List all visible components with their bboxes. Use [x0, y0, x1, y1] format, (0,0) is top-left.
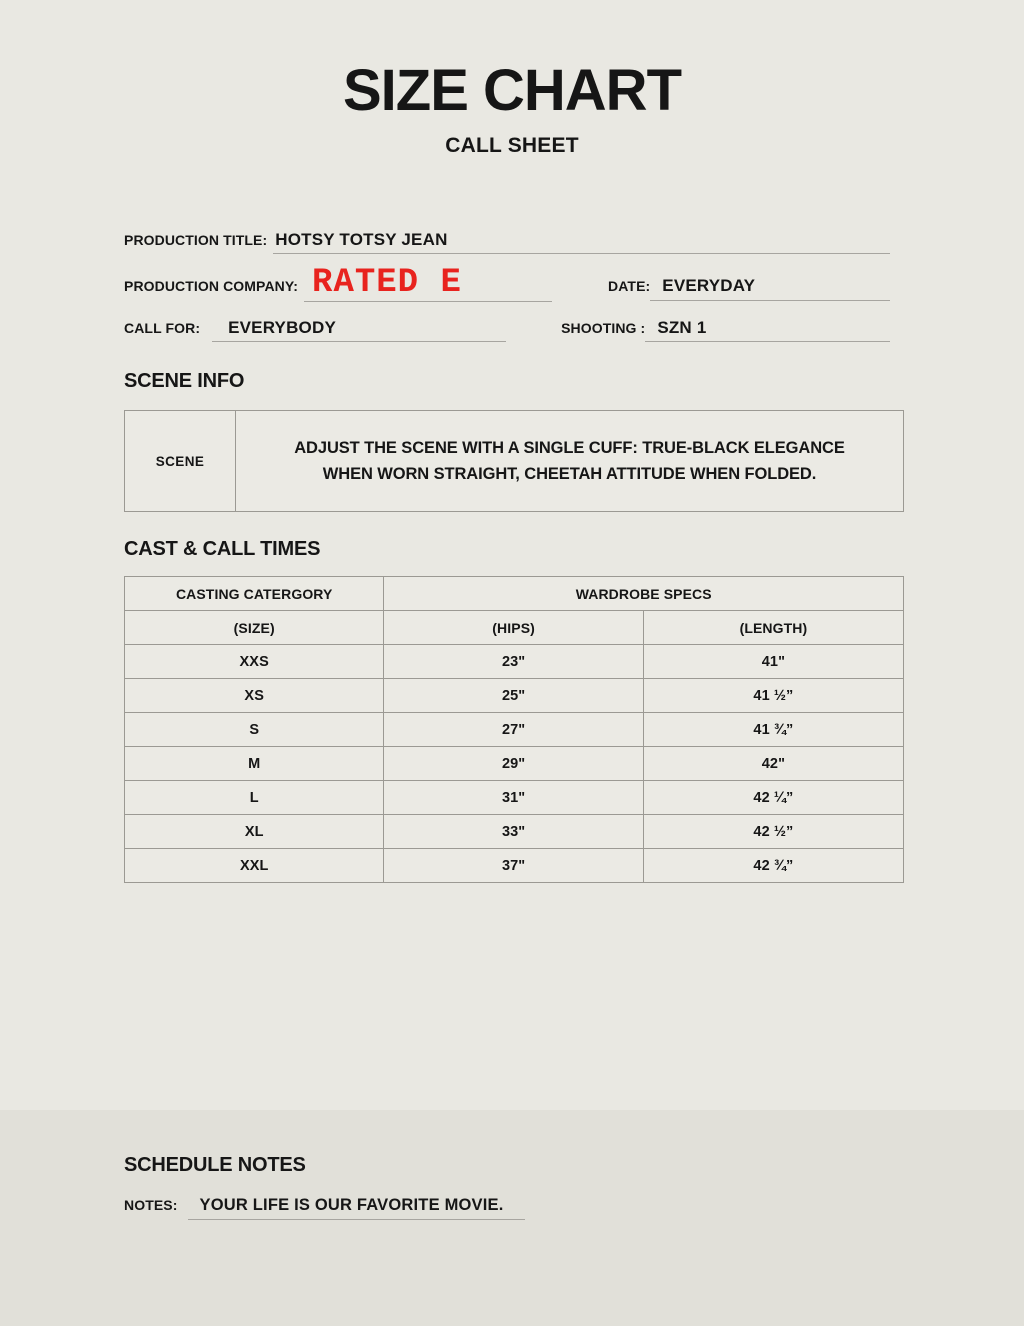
wardrobe-specs-header: WARDROBE SPECS [384, 577, 904, 611]
size-cell: XXL [125, 849, 384, 883]
size-cell: XXS [125, 645, 384, 679]
production-company-value [304, 264, 552, 303]
page-subtitle: CALL SHEET [445, 134, 579, 157]
length-cell: 42 ½” [643, 815, 903, 849]
scene-info-box [124, 410, 904, 512]
size-cell: XL [125, 815, 384, 849]
casting-category-header: CASTING CATERGORY [125, 577, 384, 611]
notes-row [124, 1196, 525, 1220]
table-row [125, 713, 904, 747]
notes-label: NOTES: [124, 1197, 178, 1213]
size-cell: L [125, 781, 384, 815]
size-cell: S [125, 713, 384, 747]
rated-e-stamp: RATED E [312, 264, 462, 303]
length-cell: 42" [643, 747, 903, 781]
size-column-header: (SIZE) [125, 611, 384, 645]
scene-description-cell [236, 411, 903, 511]
notes-value: YOUR LIFE IS OUR FAVORITE MOVIE. [188, 1196, 526, 1220]
hips-cell: 33" [384, 815, 643, 849]
scene-label: SCENE [125, 411, 236, 511]
table-row [125, 679, 904, 713]
production-title-label: PRODUCTION TITLE: [124, 232, 268, 248]
production-company-label: PRODUCTION COMPANY: [124, 278, 299, 295]
page-header [0, 58, 1024, 158]
table-group-header-row [125, 577, 904, 611]
hips-column-header: (HIPS) [384, 611, 643, 645]
length-cell: 41" [643, 645, 903, 679]
size-chart-table [124, 576, 904, 883]
table-row [125, 747, 904, 781]
hips-cell: 31" [384, 781, 643, 815]
table-row [125, 849, 904, 883]
cast-call-times-heading: CAST & CALL TIMES [124, 538, 321, 560]
call-for-value: EVERYBODY [212, 318, 506, 342]
hips-cell: 29" [384, 747, 643, 781]
size-cell: XS [125, 679, 384, 713]
date-label: DATE: [608, 278, 651, 295]
table-row [125, 645, 904, 679]
length-cell: 41 ½” [643, 679, 903, 713]
table-row [125, 815, 904, 849]
production-title-value: HOTSY TOTSY JEAN [273, 230, 890, 254]
call-for-label: CALL FOR: [124, 319, 201, 336]
hips-cell: 23" [384, 645, 643, 679]
production-company-row [124, 264, 890, 303]
length-column-header: (LENGTH) [643, 611, 903, 645]
production-title-row [124, 230, 890, 254]
page-title: SIZE CHART [343, 58, 681, 123]
date-value: EVERYDAY [650, 276, 890, 300]
scene-description: ADJUST THE SCENE WITH A SINGLE CUFF: TRUE-BLACK ELEGANCE WHEN WORN STRAIGHT, CHEETAH ATTITUDE WHEN FOLDED. [294, 439, 845, 483]
table-row [125, 781, 904, 815]
length-cell: 42 ¾” [643, 849, 903, 883]
table-column-header-row [125, 611, 904, 645]
hips-cell: 37" [384, 849, 643, 883]
shooting-value: SZN 1 [645, 318, 890, 342]
hips-cell: 25" [384, 679, 643, 713]
length-cell: 42 ¼” [643, 781, 903, 815]
scene-info-heading: SCENE INFO [124, 370, 245, 392]
hips-cell: 27" [384, 713, 643, 747]
shooting-label: SHOOTING : [561, 319, 646, 336]
schedule-notes-heading: SCHEDULE NOTES [124, 1154, 306, 1176]
length-cell: 41 ¾” [643, 713, 903, 747]
production-fields [124, 230, 890, 358]
size-cell: M [125, 747, 384, 781]
call-for-row [124, 318, 890, 342]
